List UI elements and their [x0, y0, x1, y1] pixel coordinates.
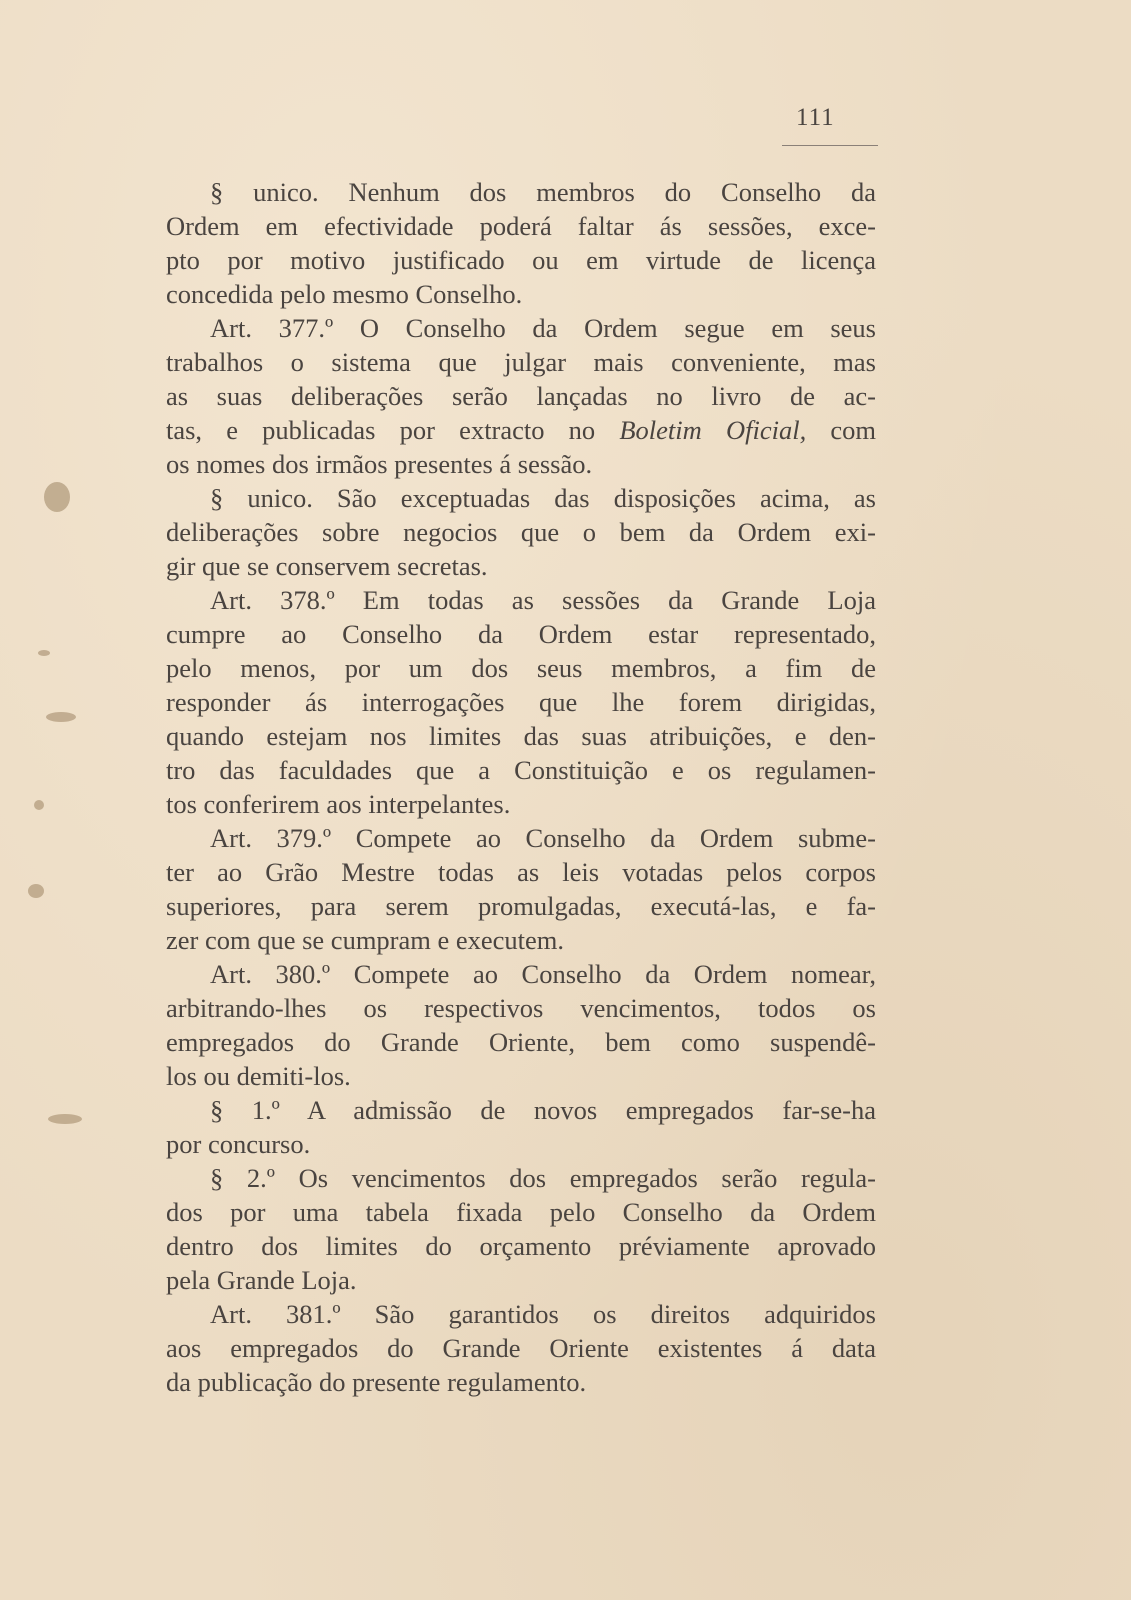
text-line: § 2.º Os vencimentos dos empregados serão regula- [210, 1163, 876, 1193]
text-line: dos por uma tabela fixada pelo Conselho da Ordem [166, 1197, 876, 1227]
text-line: Art. 377.º O Conselho da Ordem segue em seus [210, 313, 876, 343]
text-line: pto por motivo justificado ou em virtude de licença [166, 245, 876, 275]
text-line: empregados do Grande Oriente, bem como suspendê- [166, 1027, 876, 1057]
margin-stain [46, 712, 76, 722]
text-line: arbitrando-lhes os respectivos vencimentos, todos os [166, 993, 876, 1023]
margin-stain [44, 482, 70, 512]
text-line: superiores, para serem promulgadas, executá-las, e fa- [166, 891, 876, 921]
text-line: gir que se conservem secretas. [166, 551, 488, 581]
italic-title: Boletim Oficial, [619, 415, 807, 445]
text-line: ter ao Grão Mestre todas as leis votadas pelos corpos [166, 857, 876, 887]
text-line: quando estejam nos limites das suas atribuições, e den- [166, 721, 876, 751]
margin-stain [34, 800, 44, 810]
text-line: por concurso. [166, 1129, 311, 1159]
text-segment: com [806, 415, 877, 445]
text-segment: tas, e publicadas por extracto no [166, 415, 620, 445]
text-line: dentro dos limites do orçamento préviamente aprovado [166, 1231, 876, 1261]
page-number: 111 [796, 104, 835, 131]
text-line: Art. 378.º Em todas as sessões da Grande Loja [210, 585, 876, 615]
text-line: responder ás interrogações que lhe forem dirigidas, [166, 687, 876, 717]
text-line: pelo menos, por um dos seus membros, a fim de [166, 653, 876, 683]
text-line: concedida pelo mesmo Conselho. [166, 279, 523, 309]
text-line: Art. 380.º Compete ao Conselho da Ordem nomear, [210, 959, 876, 989]
text-line: Art. 379.º Compete ao Conselho da Ordem subme- [210, 823, 876, 853]
body-text [166, 175, 876, 1399]
text-line: pela Grande Loja. [166, 1265, 357, 1295]
margin-stain [28, 884, 44, 898]
text-line: deliberações sobre negocios que o bem da Ordem exi- [166, 517, 876, 547]
text-line: Art. 381.º São garantidos os direitos adquiridos [210, 1299, 876, 1329]
text-line: § 1.º A admissão de novos empregados far-se-ha [210, 1095, 876, 1125]
text-line: os nomes dos irmãos presentes á sessão. [166, 449, 593, 479]
text-line: Ordem em efectividade poderá faltar ás sessões, exce- [166, 211, 876, 241]
text-line: trabalhos o sistema que julgar mais conveniente, mas [166, 347, 876, 377]
text-line: cumpre ao Conselho da Ordem estar representado, [166, 619, 876, 649]
text-line: § unico. Nenhum dos membros do Conselho da [210, 177, 876, 207]
text-line: aos empregados do Grande Oriente existentes á data [166, 1333, 876, 1363]
text-line: da publicação do presente regulamento. [166, 1367, 587, 1397]
page-number-rule [782, 145, 878, 146]
text-line: § unico. São exceptuadas das disposições acima, as [210, 483, 876, 513]
text-line [166, 413, 876, 447]
text-line: los ou demiti-los. [166, 1061, 351, 1091]
margin-stain [38, 650, 50, 656]
text-line: tos conferirem aos interpelantes. [166, 789, 511, 819]
text-line: as suas deliberações serão lançadas no livro de ac- [166, 381, 876, 411]
text-line: tro das faculdades que a Constituição e os regulamen- [166, 755, 876, 785]
text-line: zer com que se cumpram e executem. [166, 925, 565, 955]
margin-stain [48, 1114, 82, 1124]
